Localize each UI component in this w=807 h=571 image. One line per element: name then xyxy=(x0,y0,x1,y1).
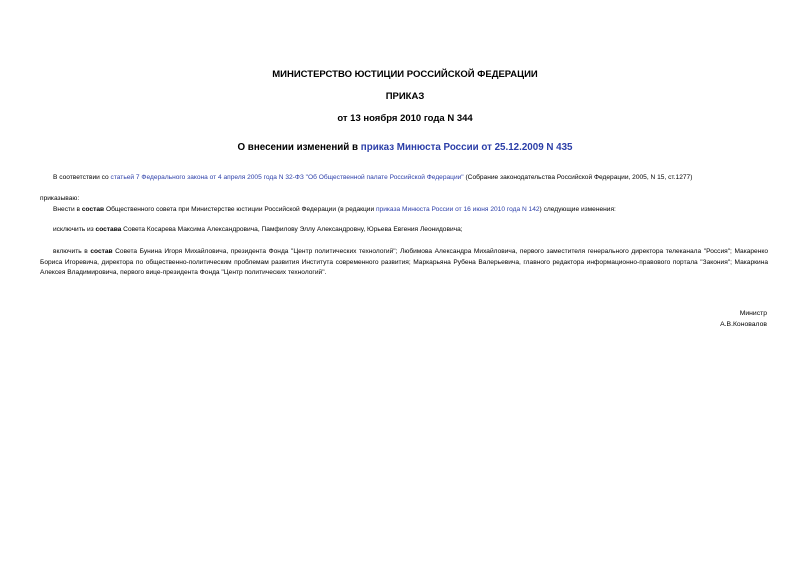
amend-bold: состав xyxy=(81,206,105,213)
amend-paragraph xyxy=(40,205,768,216)
amend-order-link[interactable]: приказа Минюста России от 16 июня 2010 года N 142 xyxy=(375,206,540,213)
subject-link[interactable]: приказ Минюста России от 25.12.2009 N 435 xyxy=(360,142,573,153)
exclude-text: Совета Косарева Максима Александровича, Памфилову Эллу Александровну, Юрьева Евгения Леонидовича; xyxy=(121,226,463,233)
amend-suffix: ) следующие изменения: xyxy=(539,206,616,213)
signature-post: Министр xyxy=(739,310,767,317)
document-date-number: от 13 ноября 2010 года N 344 xyxy=(337,113,473,124)
exclude-paragraph xyxy=(40,225,768,236)
order-word: приказываю: xyxy=(40,195,80,202)
basis-prefix: В соответствии со xyxy=(53,174,111,181)
include-prefix: включить в xyxy=(53,248,91,255)
basis-law-link[interactable]: статьей 7 Федерального закона от 4 апреля 2005 года N 32-ФЗ "Об Общественной палате Российской Федерации" xyxy=(110,174,464,181)
signature-name: А.В.Коновалов xyxy=(720,321,767,328)
amend-middle: Общественного совета при Министерстве юстиции Российской Федерации (в редакции xyxy=(104,206,376,213)
basis-suffix: (Собрание законодательства Российской Федерации, 2005, N 15, ст.1277) xyxy=(463,174,693,181)
include-paragraph xyxy=(40,247,768,279)
exclude-bold: состава xyxy=(95,226,122,233)
amend-prefix: Внести в xyxy=(53,206,82,213)
include-text: Совета Бунина Игоря Михайловича, президента Фонда "Центр политических технологий"; Любимова Александра Михайловича, первого заместителя генерального директора телеканала "Россия"; Макаренко Бориса Игоревича, директора по общественно-политическим проблемам развития Института современного развития; Маркарьяна Рубена Валерьевича, главного редактора информационно-правового портала "Закония"; Макаркина Алексея Владимировича, первого вице-президента Фонда "Центр политических технологий". xyxy=(40,248,768,276)
document-subject xyxy=(40,142,770,153)
document-type: ПРИКАЗ xyxy=(385,91,425,102)
basis-paragraph xyxy=(40,173,768,184)
include-bold: состав xyxy=(90,248,113,255)
subject-prefix: О внесении изменений в xyxy=(237,142,361,153)
ministry-title: МИНИСТЕРСТВО ЮСТИЦИИ РОССИЙСКОЙ ФЕДЕРАЦИИ xyxy=(272,69,538,80)
exclude-prefix: исключить из xyxy=(53,226,96,233)
